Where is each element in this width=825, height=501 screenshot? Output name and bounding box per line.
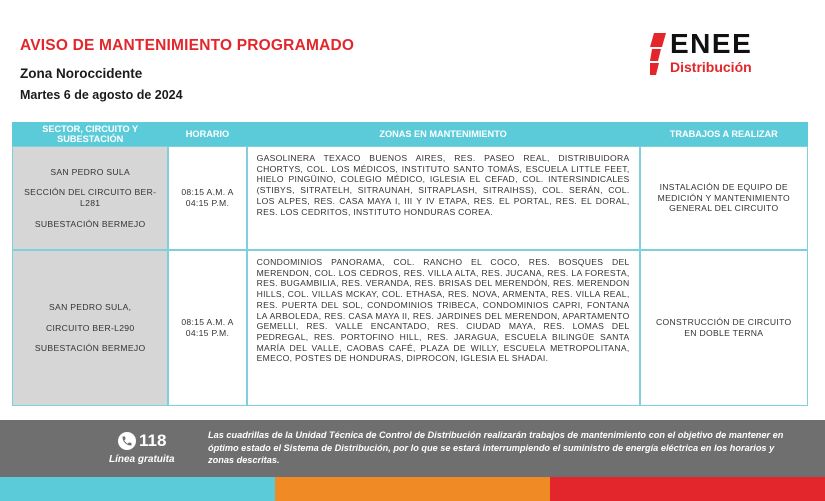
logo-wordmark: ENEE (670, 28, 753, 59)
header-horario: HORARIO (168, 122, 246, 146)
sector-city: SAN PEDRO SULA (50, 166, 131, 177)
sector-substation: SUBESTACIÓN BERMEJO (34, 343, 146, 354)
notice-title: AVISO DE MANTENIMIENTO PROGRAMADO (20, 37, 355, 54)
horario-cell: 08:15 A.M. A 04:15 P.M. (168, 250, 246, 406)
phone-icon (118, 432, 136, 450)
sector-city: SAN PEDRO SULA, (49, 301, 132, 312)
trabajos-cell: INSTALACIÓN DE EQUIPO DE MEDICIÓN Y MANTENIMIENTO GENERAL DEL CIRCUITO (640, 146, 808, 250)
phone-label: Línea gratuita (109, 454, 175, 465)
maintenance-table (12, 122, 808, 406)
logo-subtitle: Distribución (670, 59, 752, 75)
table-header-row (12, 122, 808, 146)
hotline (118, 431, 166, 451)
color-stripe-orange (275, 477, 550, 501)
footer-notice: Las cuadrillas de la Unidad Técnica de Control de Distribución realizarán trabajos de mantenimiento con el objetivo de mantener en óptimo estado el Sistema de Distribución, por lo que se estará interrumpiendo el suministro de energía eléctrica en los horarios y zonas descritas. (208, 430, 784, 465)
table-row (12, 146, 808, 250)
header-zonas: ZONAS EN MANTENIMIENTO (247, 122, 640, 146)
zone-label: Zona Noroccidente (20, 66, 143, 81)
table-row (12, 250, 808, 406)
sector-circuit: SECCIÓN DEL CIRCUITO BER-L281 (24, 187, 157, 208)
trabajos-cell: CONSTRUCCIÓN DE CIRCUITO EN DOBLE TERNA (640, 250, 808, 406)
color-stripe-red (550, 477, 825, 501)
enee-logo (650, 28, 800, 79)
horario-cell: 08:15 A.M. A 04:15 P.M. (168, 146, 246, 250)
sector-cell (12, 250, 168, 406)
phone-number: 118 (139, 431, 167, 450)
sector-circuit: CIRCUITO BER-L290 (45, 322, 135, 333)
sector-substation: SUBESTACIÓN BERMEJO (34, 218, 146, 229)
header-sector: SECTOR, CIRCUITO Y SUBESTACIÓN (12, 122, 168, 146)
zonas-cell: CONDOMINIOS PANORAMA, COL. RANCHO EL COCO, RES. BOSQUES DEL MERENDON, COL. LOS CEDROS, RES. VILLA ALTA, RES. JUCANA, RES. LA FORESTA, RES. BUGAMBILIA, RES. VERANDA, RES. BRISAS DEL MERENDÓN, RES. MERENDON HILLS, COL. VILLAS MCKAY, COL. ETHASA, RES. NOVA, ARMENTA, RES. VILLA REAL, RES. PUERTA DEL SOL, CONDOMINIOS TRIBECA, CONDOMINIOS CAPRI, FONTANA LA ARBOLEDA, RES. CASA MAYA II, RES. JARDINES DEL MERENDON, APARTAMENTO GEMELLI, RES. VALLE ENCANTADO, RES. CIUDAD MAYA, RES. LOMAS DEL PEDREGAL, RES. PORTOFINO HILL, RES. JARAGUA, ESCUELA BILINGÜE SANTA MARÍA DEL VALLE, CAOBAS CAFÉ, PLAZA DE WILLY, ESCUELA METROPOLITANA, EMECO, POSTES DE HONDURAS, DIPROCON, IGLESIA EL SHADAI. (247, 250, 640, 406)
sector-cell (12, 146, 168, 250)
date-label: Martes 6 de agosto de 2024 (20, 88, 183, 102)
enee-logo-mark-icon (650, 33, 666, 75)
header-trabajos: TRABAJOS A REALIZAR (640, 122, 808, 146)
zonas-cell: GASOLINERA TEXACO BUENOS AIRES, RES. PASEO REAL, DISTRIBUIDORA CHORTYS, COL. LOS MÉDICOS, INSTITUTO SANTO TOMÁS, ESCUELA LITTLE FEET, HIELO PINGÜINO, COLEGIO MÉDICO, IGLESIA EL CEFAD, COL. INTERSINDICALES (STIBYS, SITRATELH, SITRAUNAH, SITRAPLASH, SITRAIHSS), COL. SERÁN, COL. LOS ALPES, RES. CASA MAYA I, III Y IV ETAPA, RES. EL PORTAL, RES. EL DORAL, RES. LOS CEDRITOS, INSTITUTO HONDURAS COREA. (247, 146, 640, 250)
color-stripe-cyan (0, 477, 275, 501)
